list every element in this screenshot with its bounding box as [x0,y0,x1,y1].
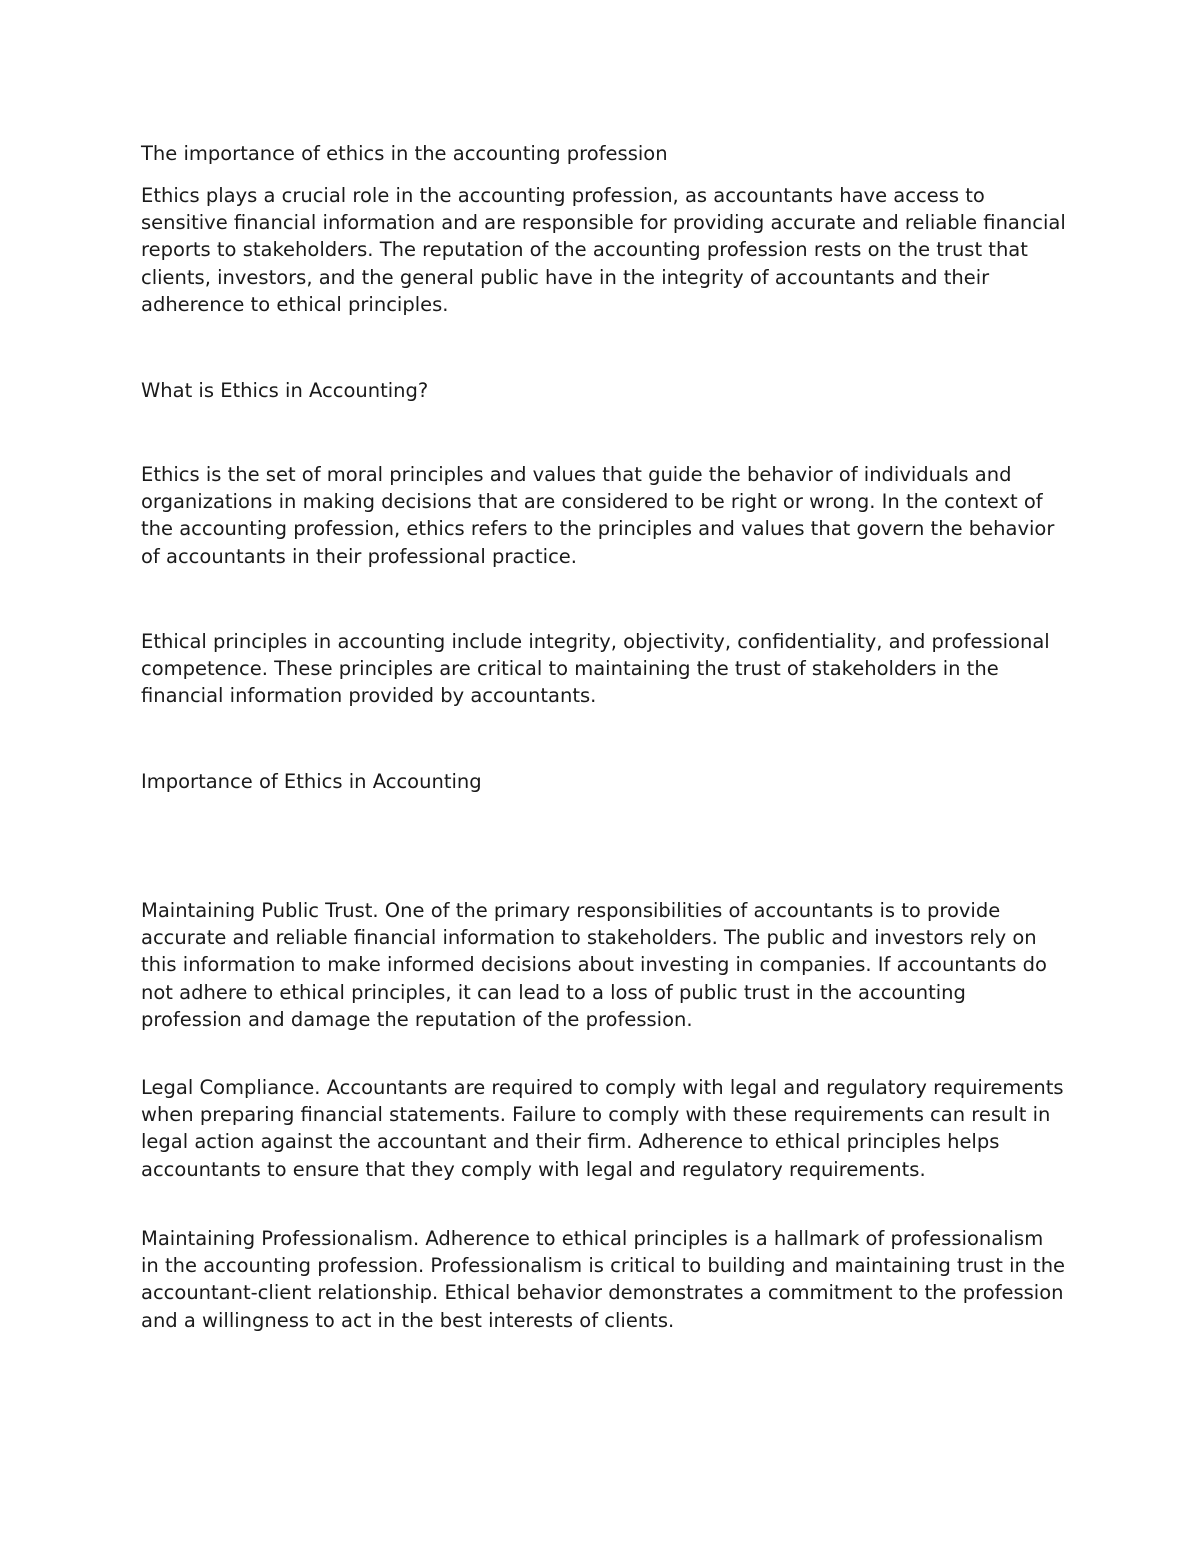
public-trust-paragraph: Maintaining Public Trust. One of the primary responsibilities of accountants is to provide accurate and reliable financial information to stakeholders. The public and investors rely on this information to make informed decisions about investing in companies. If accountants do not adhere to ethical principles, it can lead to a loss of public trust in the accounting profession and damage the reputation of the profession. [141,899,1047,1031]
document-title: The importance of ethics in the accounting profession [141,142,668,165]
intro-paragraph: Ethics plays a crucial role in the accounting profession, as accountants have access to sensitive financial information and are responsible for providing accurate and reliable financial reports to stakeholders. The reputation of the accounting profession rests on the trust that clients, investors, and the general public have in the integrity of accountants and their adherence to ethical principles. [141,184,1066,316]
heading-what-is-ethics: What is Ethics in Accounting? [141,379,429,402]
heading-importance: Importance of Ethics in Accounting [141,770,482,793]
principles-paragraph: Ethical principles in accounting include integrity, objectivity, confidentiality, and professional competence. These principles are critical to maintaining the trust of stakeholders in the financial information provided by accountants. [141,630,1050,708]
professionalism-paragraph: Maintaining Professionalism. Adherence to ethical principles is a hallmark of professionalism in the accounting profession. Professionalism is critical to building and maintaining trust in the accountant-client relationship. Ethical behavior demonstrates a commitment to the profession and a willingness to act in the best interests of clients. [141,1227,1066,1332]
definition-paragraph: Ethics is the set of moral principles and values that guide the behavior of individuals and organizations in making decisions that are considered to be right or wrong. In the context of the accounting profession, ethics refers to the principles and values that govern the behavior of accountants in their professional practice. [141,463,1055,568]
legal-compliance-paragraph: Legal Compliance. Accountants are required to comply with legal and regulatory requirements when preparing financial statements. Failure to comply with these requirements can result in legal action against the accountant and their firm. Adherence to ethical principles helps accountants to ensure that they comply with legal and regulatory requirements. [141,1076,1064,1181]
